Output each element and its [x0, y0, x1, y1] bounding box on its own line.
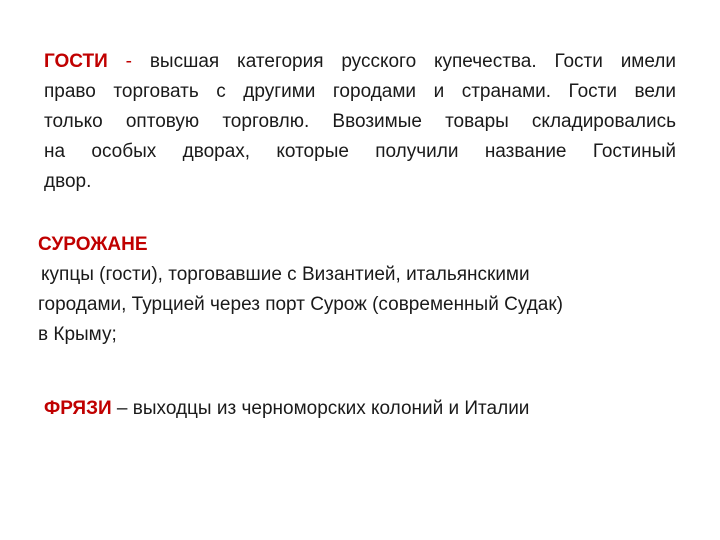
definition-gosti [44, 47, 676, 197]
definition-fryazi [44, 394, 684, 424]
term-gosti: ГОСТИ [44, 51, 108, 72]
definition-surozhane [38, 230, 678, 350]
term-separator: - [125, 51, 132, 72]
definition-line: двор. [44, 171, 92, 192]
definition-line: право торговать с другими городами и странами. Гости вели [44, 81, 676, 102]
definition-line: в Крыму; [38, 324, 117, 345]
definition-line: только оптовую торговлю. Ввозимые товары складировались [44, 111, 676, 132]
definition-line: купцы (гости), торговавшие с Византией, итальянскими [41, 264, 530, 285]
definition-text: высшая категория русского купечества. Гости имели [149, 51, 677, 72]
definition-line: городами, Турцией через порт Сурож (современный Судак) [38, 294, 563, 315]
term-surozhane: СУРОЖАНЕ [38, 234, 148, 255]
definition-text: выходцы из черноморских колоний и Италии [132, 398, 530, 419]
term-fryazi: ФРЯЗИ [44, 398, 112, 419]
term-separator: – [116, 398, 128, 419]
definition-line: на особых дворах, которые получили название Гостиный [44, 141, 676, 162]
definition-line [44, 47, 676, 77]
